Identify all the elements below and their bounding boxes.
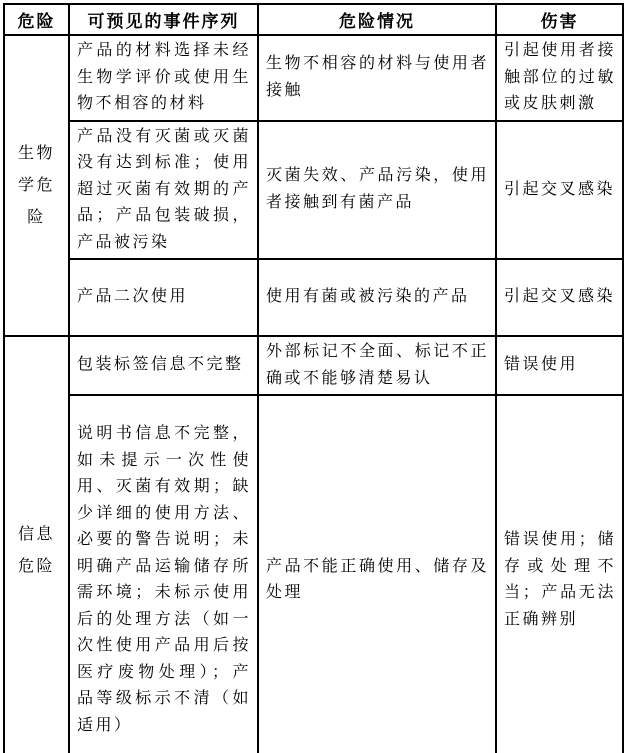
header-row [4,4,623,35]
hazard-group-biological [4,35,69,336]
hazard-group-label: 信息危险 [17,525,55,575]
situation-cell: 外部标记不全面、标记不正确或不能够清楚易认 [258,336,496,395]
events-cell: 说明书信息不完整，如未提示一次性使用、灭菌有效期；缺少详细的使用方法、必要的警告说明；未明确产品运输储存所需环境；未标示使用后的处理方法（如一次性使用产品用后按医疗废物处理）；产品等级标示不清（如适用） [69,395,258,753]
col-header-harm: 伤害 [496,4,623,35]
events-cell: 产品没有灭菌或灭菌没有达到标准；使用超过灭菌有效期的产品；产品包装破损，产品被污染 [69,121,258,260]
table-row [4,121,623,260]
harm-cell: 错误使用；储存或处理不当；产品无法正确辨别 [496,395,623,753]
situation-cell: 产品不能正确使用、储存及处理 [258,395,496,753]
events-cell: 产品二次使用 [69,259,258,336]
hazard-group-label: 生物学危险 [17,144,55,226]
hazard-group-information [4,336,69,753]
col-header-hazard: 危险 [4,4,69,35]
col-header-event-sequence: 可预见的事件序列 [69,4,258,35]
col-header-hazardous-situation: 危险情况 [258,4,496,35]
table-row [4,259,623,336]
situation-cell: 使用有菌或被污染的产品 [258,259,496,336]
harm-cell: 错误使用 [496,336,623,395]
events-cell: 包装标签信息不完整 [69,336,258,395]
table-row [4,336,623,395]
table-row [4,395,623,753]
harm-cell: 引起使用者接触部位的过敏或皮肤刺激 [496,35,623,121]
events-cell: 产品的材料选择未经生物学评价或使用生物不相容的材料 [69,35,258,121]
situation-cell: 生物不相容的材料与使用者接触 [258,35,496,121]
situation-cell: 灭菌失效、产品污染，使用者接触到有菌产品 [258,121,496,260]
harm-cell: 引起交叉感染 [496,259,623,336]
risk-analysis-table [3,3,624,753]
table-row [4,35,623,121]
harm-cell: 引起交叉感染 [496,121,623,260]
